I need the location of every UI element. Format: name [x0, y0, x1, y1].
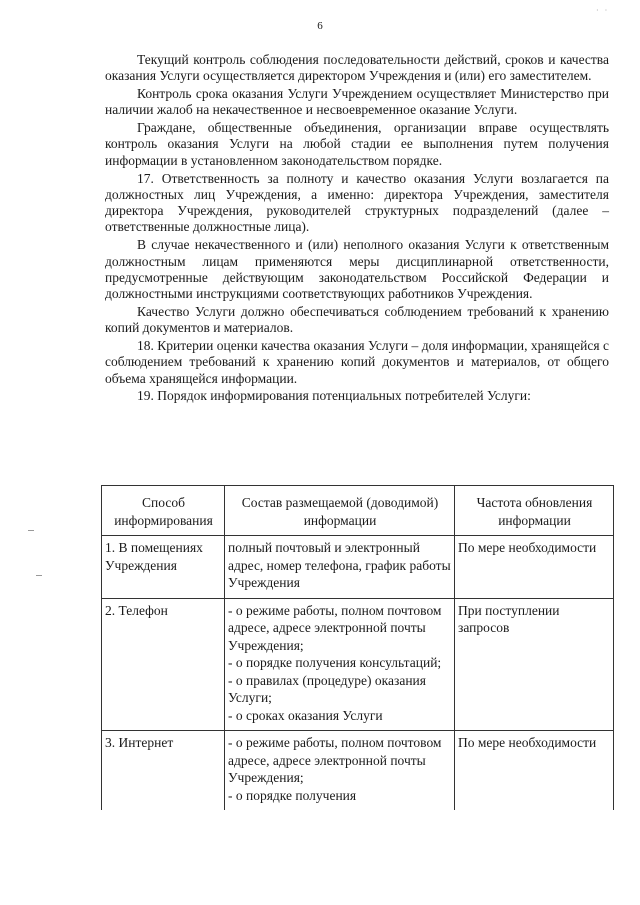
cell-frequency-text: По мере необходимости	[458, 735, 597, 750]
cell-frequency	[455, 731, 614, 811]
header-content: Состав размещаемой (доводимой) информации	[225, 486, 455, 536]
cell-content	[225, 598, 455, 731]
cell-method-text: 1. В помещениях Учреждения	[105, 540, 203, 573]
table-row	[102, 536, 614, 599]
cell-frequency	[455, 598, 614, 731]
paragraph-19-informing: 19. Порядок информирования потенциальных потребителей Услуги:	[137, 388, 531, 404]
header-frequency: Частота обновления информации	[455, 486, 614, 536]
paragraph-citizens-control: Граждане, общественные объединения, организации вправе осуществлять контроль оказания Услуги на любой стадии ее выполнения путем получения информации в установленном законодательством порядке.	[105, 120, 609, 168]
table-row	[102, 731, 614, 811]
cell-content-text: - о режиме работы, полном почтовом адресе, адресе электронной почты Учреждения; - о порядке получения консультаций; - о правилах (процедуре) оказания Услуги; - о сроках оказания Услуги	[228, 602, 442, 723]
document-body	[105, 52, 609, 406]
cell-method	[102, 536, 225, 599]
margin-scan-mark	[36, 575, 42, 576]
table-header-row	[102, 486, 614, 536]
cell-frequency	[455, 536, 614, 599]
cell-frequency-text: При поступлении запросов	[458, 602, 560, 635]
cell-method-text: 3. Интернет	[105, 735, 174, 750]
page-number: 6	[317, 20, 323, 32]
cell-frequency-text: По мере необходимости	[458, 540, 597, 555]
cell-method	[102, 731, 225, 811]
paragraph-quality: Качество Услуги должно обеспечиваться соблюдением требований к хранению копий документов и материалов.	[105, 303, 609, 336]
cell-content-text: - о режиме работы, полном почтовом адресе, адресе электронной почты Учреждения; - о порядке получения	[228, 735, 442, 803]
cell-method	[102, 598, 225, 731]
paragraph-18-criteria: 18. Критерии оценки качества оказания Услуги – доля информации, хранящейся с соблюдением требований к хранению копий документов и материалов, от общего объема хранящейся информации.	[105, 338, 609, 386]
paragraph-ministry-control: Контроль срока оказания Услуги Учреждением осуществляет Министерство при наличии жалоб на некачественное и несвоевременное оказание Услуги.	[105, 86, 609, 118]
header-method: Способ информирования	[102, 486, 225, 536]
cell-content	[225, 731, 455, 811]
cell-method-text: 2. Телефон	[105, 602, 168, 618]
corner-scan-marks: · ·	[596, 6, 610, 15]
cell-content	[225, 536, 455, 599]
margin-scan-mark	[28, 530, 34, 531]
cell-content-text: полный почтовый и электронный адрес, номер телефона, график работы Учреждения	[228, 540, 451, 590]
paragraph-disciplinary: В случае некачественного и (или) неполного оказания Услуги к ответственным должностным лицам применяются меры дисциплинарной ответственности, предусмотренные действующим законодательством Российской Федерации и должностными инструкциями соответствующих работников Учреждения.	[105, 237, 609, 302]
table-row	[102, 598, 614, 731]
informing-table	[101, 485, 614, 810]
paragraph-17-responsibility: 17. Ответственность за полноту и качество оказания Услуги возлагается па должностных лиц Учреждения, а именно: директора Учреждения, заместителя директора Учреждения, руководителей структурных подразделений (далее – ответственные должностные лица).	[105, 170, 609, 235]
paragraph-current-control: Текущий контроль соблюдения последовательности действий, сроков и качества оказания Услуги осуществляется директором Учреждения и (или) его заместителем.	[105, 52, 609, 84]
